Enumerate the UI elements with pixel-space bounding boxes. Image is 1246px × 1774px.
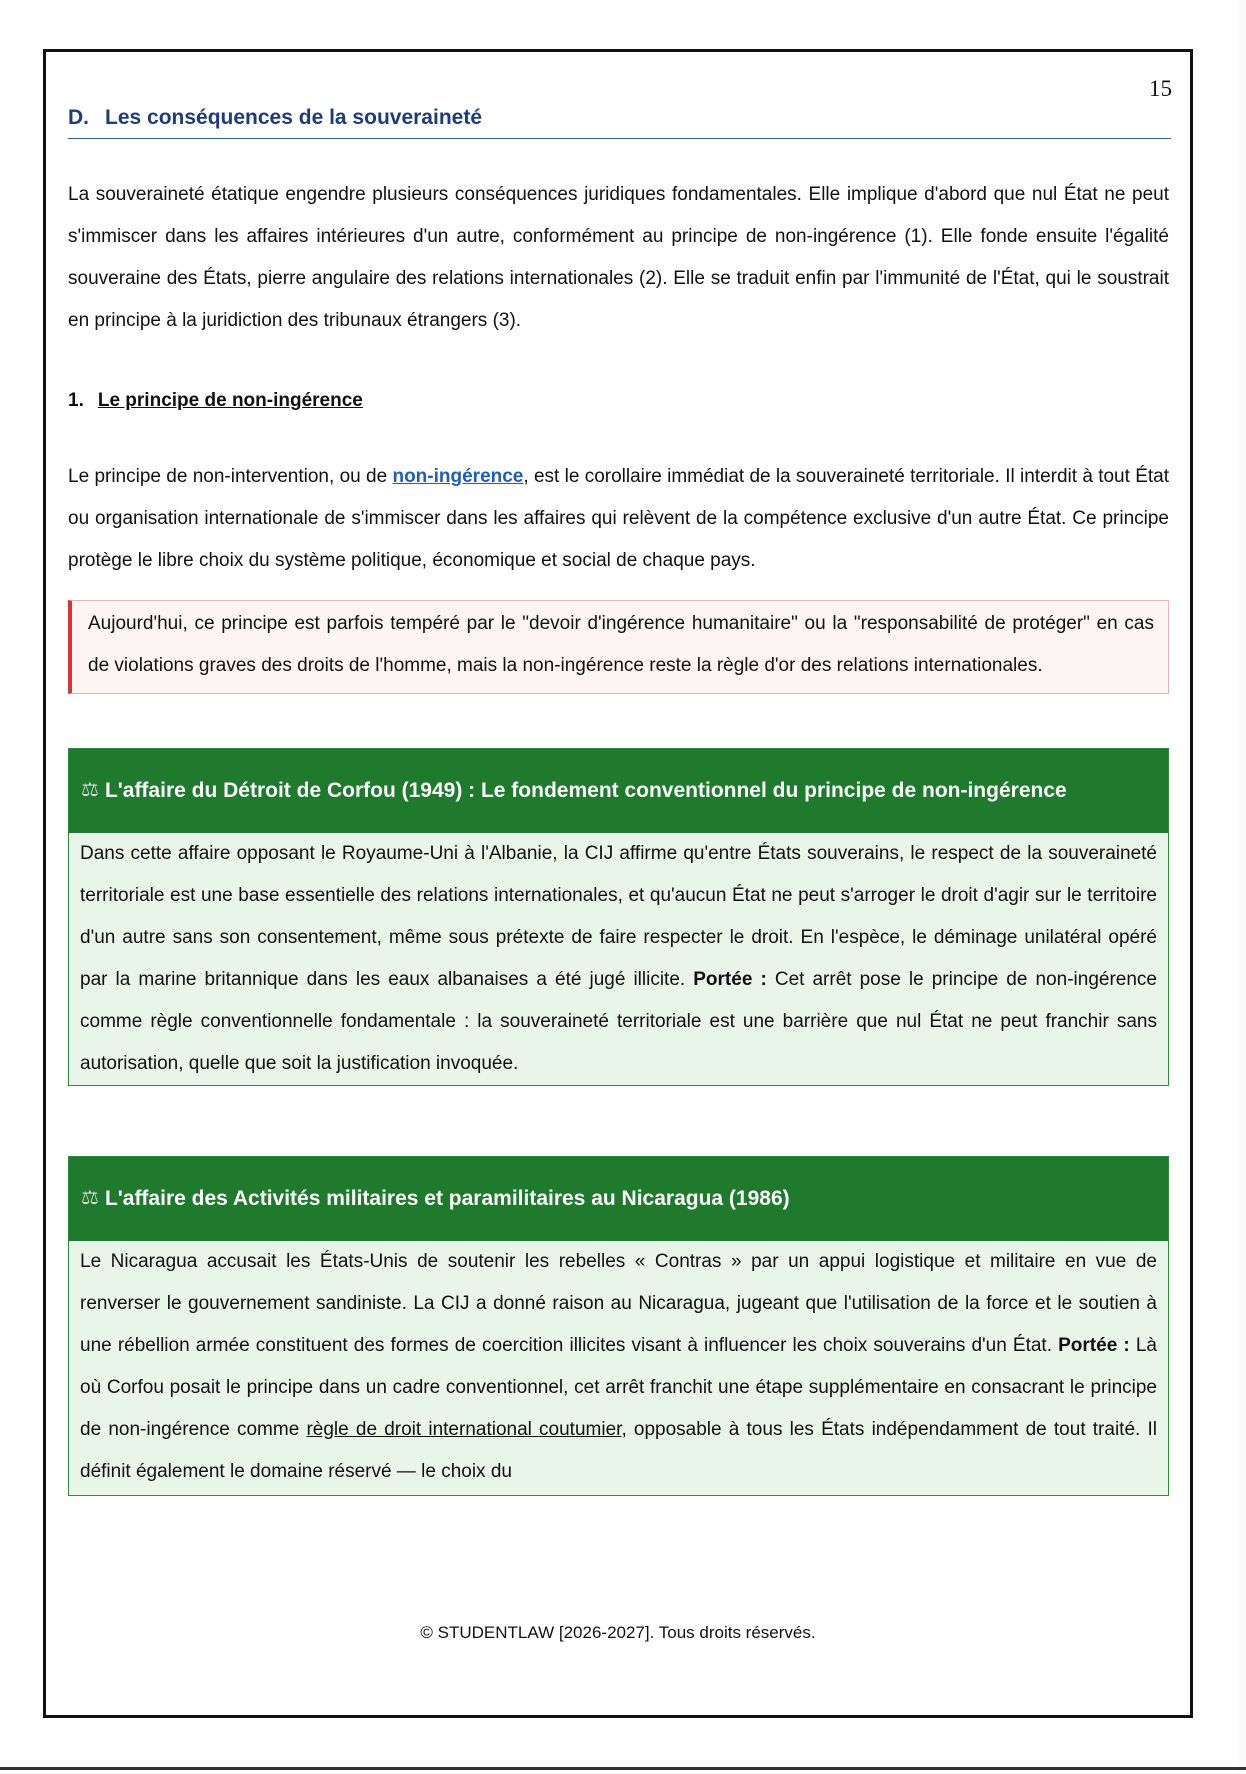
paragraph-text-end: , est le corollaire immédiat de la souveraineté territoriale. Il interdit à tout État ou organisation internationale de s'immiscer dans les affaires qui relèvent de la compétence exclusive d'un autre État. Ce principe protège le libre choix du système politique, économique et social de chaque pays. xyxy=(68,466,1170,571)
callout-box xyxy=(68,600,1169,694)
portee-label: Portée : xyxy=(693,969,767,990)
intro-paragraph: La souveraineté étatique engendre plusieurs conséquences juridiques fondamentales. Elle implique d'abord que nul État ne peut s'immiscer dans les affaires intérieures d'un autre, conformément au principe de non-ingérence (1). Elle fonde ensuite l'égalité souveraine des États, pierre angulaire des relations internationales (2). Elle se traduit enfin par l'immunité de l'État, qui le soustrait en principe à la juridiction des tribunaux étrangers (3). xyxy=(68,184,1169,331)
scales-icon: ⚖ xyxy=(81,1187,99,1209)
case-text: Cet arrêt pose le principe de non-ingérence comme règle conventionnelle fondamentale : la souveraineté territoriale est une barrière que nul État ne peut franchir sans autorisation, quelle que soit la justification invoquée. xyxy=(80,969,1157,1074)
page-content xyxy=(68,174,1169,1496)
case-text: , opposable à tous les États indépendamment de tout traité. Il définit également le domaine réservé — le choix du xyxy=(80,1419,1157,1482)
subsection-heading xyxy=(68,380,1169,422)
subsection-number: 1. xyxy=(68,390,84,411)
section-number: D. xyxy=(68,106,89,129)
copyright-footer: © STUDENTLAW [2026-2027]. Tous droits réservés. xyxy=(420,1623,816,1642)
case-text: Le Nicaragua accusait les États-Unis de soutenir les rebelles « Contras » par un appui logistique et militaire en vue de renverser le gouvernement sandiniste. La CIJ a donné raison au Nicaragua, jugeant que l'utilisation de la force et le soutien à une rébellion armée constituent des formes de coercition illicites visant à influencer les choix souverains d'un État. xyxy=(80,1251,1157,1356)
principle-paragraph xyxy=(68,456,1169,582)
portee-label: Portée : xyxy=(1058,1335,1130,1356)
section-title: Les conséquences de la souveraineté xyxy=(105,106,482,129)
case-header xyxy=(69,749,1168,833)
case-box-nicaragua xyxy=(68,1156,1169,1496)
callout-text: Aujourd'hui, ce principe est parfois tempéré par le "devoir d'ingérence humanitaire" ou la "responsabilité de protéger" en cas de violations graves des droits de l'homme, mais la non-ingérence reste la règle d'or des relations internationales. xyxy=(88,613,1154,676)
case-body xyxy=(69,1241,1168,1495)
section-heading xyxy=(68,106,1171,139)
underlined-term: règle de droit international coutumier xyxy=(306,1419,622,1440)
non-ingerence-link[interactable]: non-ingérence xyxy=(392,466,524,487)
case-text: Là où Corfou posait le principe dans un cadre conventionnel, cet arrêt franchit une étape supplémentaire en consacrant le principe de non-ingérence comme xyxy=(80,1335,1157,1440)
paragraph-text-start: Le principe de non-intervention, ou de xyxy=(68,466,393,487)
subsection-title: Le principe de non-ingérence xyxy=(97,390,363,411)
scales-icon: ⚖ xyxy=(81,779,99,801)
case-header xyxy=(69,1157,1168,1241)
case-title: L'affaire du Détroit de Corfou (1949) : Le fondement conventionnel du principe de non-ingérence xyxy=(104,779,1067,802)
page-number: 15 xyxy=(1149,76,1172,101)
case-body xyxy=(69,833,1168,1085)
page-edge xyxy=(1238,0,1246,1774)
case-text: Dans cette affaire opposant le Royaume-Uni à l'Albanie, la CIJ affirme qu'entre États souverains, le respect de la souveraineté territoriale est une base essentielle des relations internationales, et qu'aucun État ne peut s'arroger le droit d'agir sur le territoire d'un autre sans son consentement, même sous prétexte de faire respecter le droit. En l'espèce, le déminage unilatéral opéré par la marine britannique dans les eaux albanaises a été jugé illicite. xyxy=(80,843,1157,990)
case-title: L'affaire des Activités militaires et paramilitaires au Nicaragua (1986) xyxy=(104,1187,790,1210)
case-box-corfou xyxy=(68,748,1169,1086)
bottom-rule xyxy=(0,1767,1246,1770)
